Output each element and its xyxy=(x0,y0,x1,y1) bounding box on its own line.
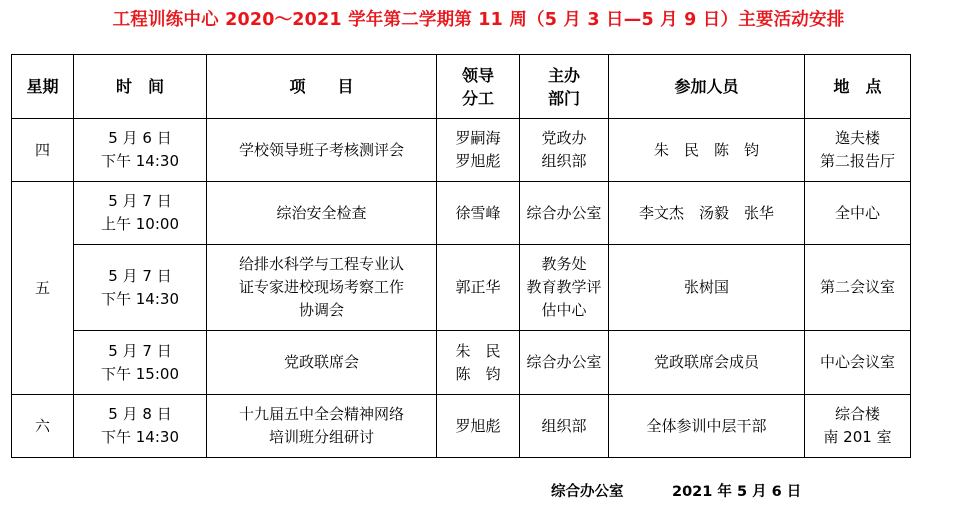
day-cell: 五 xyxy=(12,182,74,395)
table-row xyxy=(12,331,911,395)
leader-cell: 罗嗣海 罗旭彪 xyxy=(437,119,520,182)
item-cell: 给排水科学与工程专业认 证专家进校现场考察工作 协调会 xyxy=(207,245,437,331)
location-cell: 第二会议室 xyxy=(805,245,911,331)
participants-cell: 李文杰 汤毅 张华 xyxy=(609,182,805,245)
footer-date: 2021 年 5 月 6 日 xyxy=(672,484,802,500)
table-row xyxy=(12,245,911,331)
day-cell: 四 xyxy=(12,119,74,182)
header-item: 项 目 xyxy=(207,55,437,119)
header-time: 时 间 xyxy=(74,55,207,119)
leader-cell: 朱 民 陈 钧 xyxy=(437,331,520,395)
leader-cell: 徐雪峰 xyxy=(437,182,520,245)
day-cell: 六 xyxy=(12,395,74,458)
participants-cell: 党政联席会成员 xyxy=(609,331,805,395)
header-location: 地 点 xyxy=(805,55,911,119)
footer-office: 综合办公室 xyxy=(551,484,624,500)
header-leader: 领导 分工 xyxy=(437,55,520,119)
item-cell: 学校领导班子考核测评会 xyxy=(207,119,437,182)
location-cell: 综合楼 南 201 室 xyxy=(805,395,911,458)
host-cell: 组织部 xyxy=(520,395,609,458)
leader-cell: 罗旭彪 xyxy=(437,395,520,458)
host-cell: 综合办公室 xyxy=(520,182,609,245)
table-row xyxy=(12,119,911,182)
item-cell: 党政联席会 xyxy=(207,331,437,395)
participants-cell: 朱 民 陈 钧 xyxy=(609,119,805,182)
header-day: 星期 xyxy=(12,55,74,119)
participants-cell: 全体参训中层干部 xyxy=(609,395,805,458)
header-host: 主办 部门 xyxy=(520,55,609,119)
header-row xyxy=(12,55,911,119)
location-cell: 逸夫楼 第二报告厅 xyxy=(805,119,911,182)
time-cell: 5 月 7 日 上午 10:00 xyxy=(74,182,207,245)
time-cell: 5 月 7 日 下午 14:30 xyxy=(74,245,207,331)
time-cell: 5 月 7 日 下午 15:00 xyxy=(74,331,207,395)
item-cell: 综治安全检查 xyxy=(207,182,437,245)
leader-cell: 郭正华 xyxy=(437,245,520,331)
page-title: 工程训练中心 2020～2021 学年第二学期第 11 周（5 月 3 日—5 月 9 日）主要活动安排 xyxy=(112,10,845,30)
item-cell: 十九届五中全会精神网络 培训班分组研讨 xyxy=(207,395,437,458)
participants-cell: 张树国 xyxy=(609,245,805,331)
host-cell: 党政办 组织部 xyxy=(520,119,609,182)
time-cell: 5 月 8 日 下午 14:30 xyxy=(74,395,207,458)
time-cell: 5 月 6 日 下午 14:30 xyxy=(74,119,207,182)
location-cell: 中心会议室 xyxy=(805,331,911,395)
host-cell: 教务处 教育教学评 估中心 xyxy=(520,245,609,331)
location-cell: 全中心 xyxy=(805,182,911,245)
header-participants: 参加人员 xyxy=(609,55,805,119)
table-row xyxy=(12,182,911,245)
host-cell: 综合办公室 xyxy=(520,331,609,395)
table-row xyxy=(12,395,911,458)
schedule-table xyxy=(11,54,911,458)
